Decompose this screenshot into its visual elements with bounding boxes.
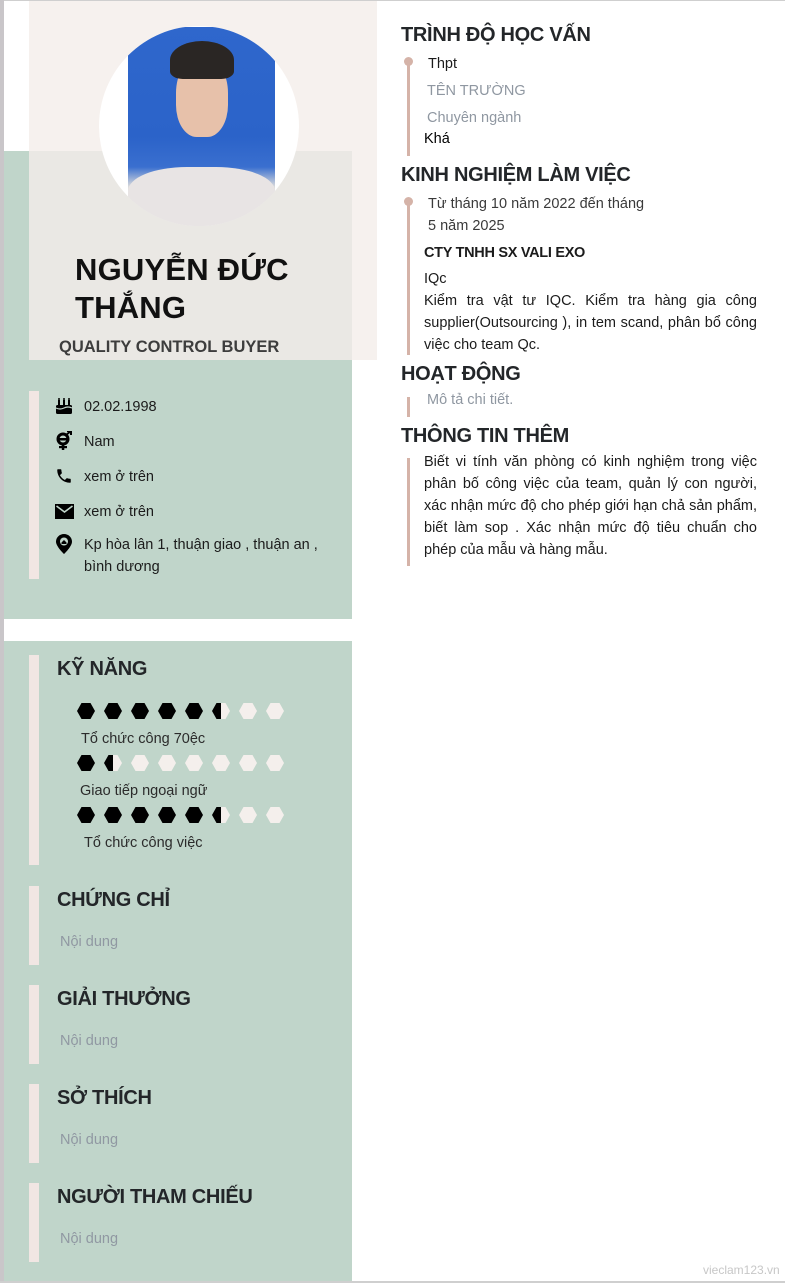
education-heading: TRÌNH ĐỘ HỌC VẤN — [401, 24, 591, 46]
phone-icon — [54, 466, 74, 486]
rating-hex-half-icon — [212, 703, 230, 719]
contact-phone[interactable] — [54, 466, 324, 488]
education-timeline-line — [407, 60, 410, 156]
contact-gender — [54, 431, 324, 453]
rating-hex-icon — [77, 807, 95, 823]
rating-hex-icon — [185, 807, 203, 823]
experience-description[interactable]: Kiểm tra vật tư IQC. Kiểm tra hàng gia công supplier(Outsourcing ), in tem scand, phân bổ công việc cho team Qc. — [424, 293, 757, 353]
experience-period-end[interactable]: 5 năm 2025 — [428, 218, 505, 234]
rating-hex-icon — [104, 807, 122, 823]
rating-hex-empty-icon — [266, 807, 284, 823]
watermark: vieclam123.vn — [703, 1263, 780, 1277]
awards-content[interactable]: Nội dung — [60, 1033, 119, 1049]
references-heading: NGƯỜI THAM CHIẾU — [57, 1186, 253, 1208]
rating-hex-empty-icon — [239, 755, 257, 771]
references-content[interactable]: Nội dung — [60, 1231, 119, 1247]
birthday-value: 02.02.1998 — [84, 399, 157, 415]
additional-info-heading: THÔNG TIN THÊM — [401, 425, 570, 447]
skills-heading: KỸ NĂNG — [57, 658, 148, 680]
phone-value: xem ở trên — [84, 469, 154, 485]
activities-accent-line — [407, 397, 410, 417]
education-school[interactable]: TÊN TRƯỜNG — [427, 83, 526, 99]
certificates-content[interactable]: Nội dung — [60, 934, 119, 950]
gender-icon — [54, 431, 74, 451]
rating-hex-icon — [185, 703, 203, 719]
education-timeline-dot-icon — [404, 57, 413, 66]
contact-birthday — [54, 396, 324, 418]
experience-timeline-line — [407, 200, 410, 355]
rating-hex-icon — [77, 755, 95, 771]
activities-heading: HOẠT ĐỘNG — [401, 363, 521, 385]
skill-rating-3[interactable] — [77, 807, 284, 823]
awards-heading: GIẢI THƯỞNG — [57, 988, 191, 1010]
experience-period-start[interactable]: Từ tháng 10 năm 2022 đến tháng — [428, 196, 645, 212]
hobbies-content[interactable]: Nội dung — [60, 1132, 119, 1148]
rating-hex-empty-icon — [239, 807, 257, 823]
rating-hex-icon — [104, 703, 122, 719]
rating-hex-empty-icon — [212, 755, 230, 771]
contact-accent-bar — [29, 391, 39, 579]
rating-hex-empty-icon — [266, 703, 284, 719]
rating-hex-icon — [131, 703, 149, 719]
birthday-cake-icon — [54, 396, 74, 416]
email-value: xem ở trên — [84, 504, 154, 520]
references-accent-bar — [29, 1183, 39, 1262]
additional-info-content[interactable]: Biết vi tính văn phòng có kinh nghiệm trong việc phân bố công việc của team, quản lý con người, xác nhận mức độ cho phép giới hạn chả sản phẩm, biết làm sop . Xác nhận mức độ tiêu chuẩn cho phép của mẫu và hàng mẫu. — [424, 454, 757, 558]
rating-hex-icon — [77, 703, 95, 719]
certificates-heading: CHỨNG CHỈ — [57, 889, 170, 911]
skill-rating-2[interactable] — [77, 755, 284, 771]
skill-label-3: Tổ chức công việc — [84, 835, 203, 851]
education-major[interactable]: Chuyên ngành — [427, 110, 522, 126]
awards-accent-bar — [29, 985, 39, 1064]
address-value: Kp hòa lân 1, thuận giao , thuận an , bình dương — [84, 537, 318, 575]
rating-hex-empty-icon — [131, 755, 149, 771]
skill-label-2: Giao tiếp ngoại ngữ — [80, 783, 208, 799]
rating-hex-empty-icon — [158, 755, 176, 771]
job-title: QUALITY CONTROL BUYER — [59, 338, 280, 356]
skill-label-1: Tổ chức công 70ệc — [81, 731, 206, 747]
experience-company[interactable]: CTY TNHH SX VALI EXO — [424, 245, 586, 261]
rating-hex-icon — [131, 807, 149, 823]
hobbies-heading: SỞ THÍCH — [57, 1087, 152, 1109]
activities-content[interactable]: Mô tả chi tiết. — [427, 392, 514, 408]
gender-value: Nam — [84, 434, 115, 450]
location-pin-icon — [54, 534, 74, 554]
additional-info-accent-line — [407, 458, 410, 566]
candidate-name: NGUYỄN ĐỨC THẮNG — [75, 252, 289, 325]
skill-rating-1[interactable] — [77, 703, 284, 719]
education-level[interactable]: Thpt — [428, 56, 458, 72]
contact-address — [54, 534, 324, 578]
rating-hex-icon — [158, 703, 176, 719]
rating-hex-empty-icon — [266, 755, 284, 771]
contact-email[interactable] — [54, 501, 324, 523]
rating-hex-half-icon — [212, 807, 230, 823]
profile-photo-icon — [128, 27, 275, 226]
education-grade[interactable]: Khá — [424, 131, 450, 147]
avatar-shirt — [128, 167, 275, 226]
experience-heading: KINH NGHIỆM LÀM VIỆC — [401, 164, 631, 186]
avatar[interactable] — [99, 26, 299, 226]
avatar-hair — [170, 41, 234, 79]
rating-hex-half-icon — [104, 755, 122, 771]
hobbies-accent-bar — [29, 1084, 39, 1163]
rating-hex-empty-icon — [239, 703, 257, 719]
certificates-accent-bar — [29, 886, 39, 965]
rating-hex-icon — [158, 807, 176, 823]
skills-accent-bar — [29, 655, 39, 865]
email-icon — [54, 501, 74, 521]
experience-timeline-dot-icon — [404, 197, 413, 206]
experience-position[interactable]: IQc — [424, 271, 447, 287]
rating-hex-empty-icon — [185, 755, 203, 771]
